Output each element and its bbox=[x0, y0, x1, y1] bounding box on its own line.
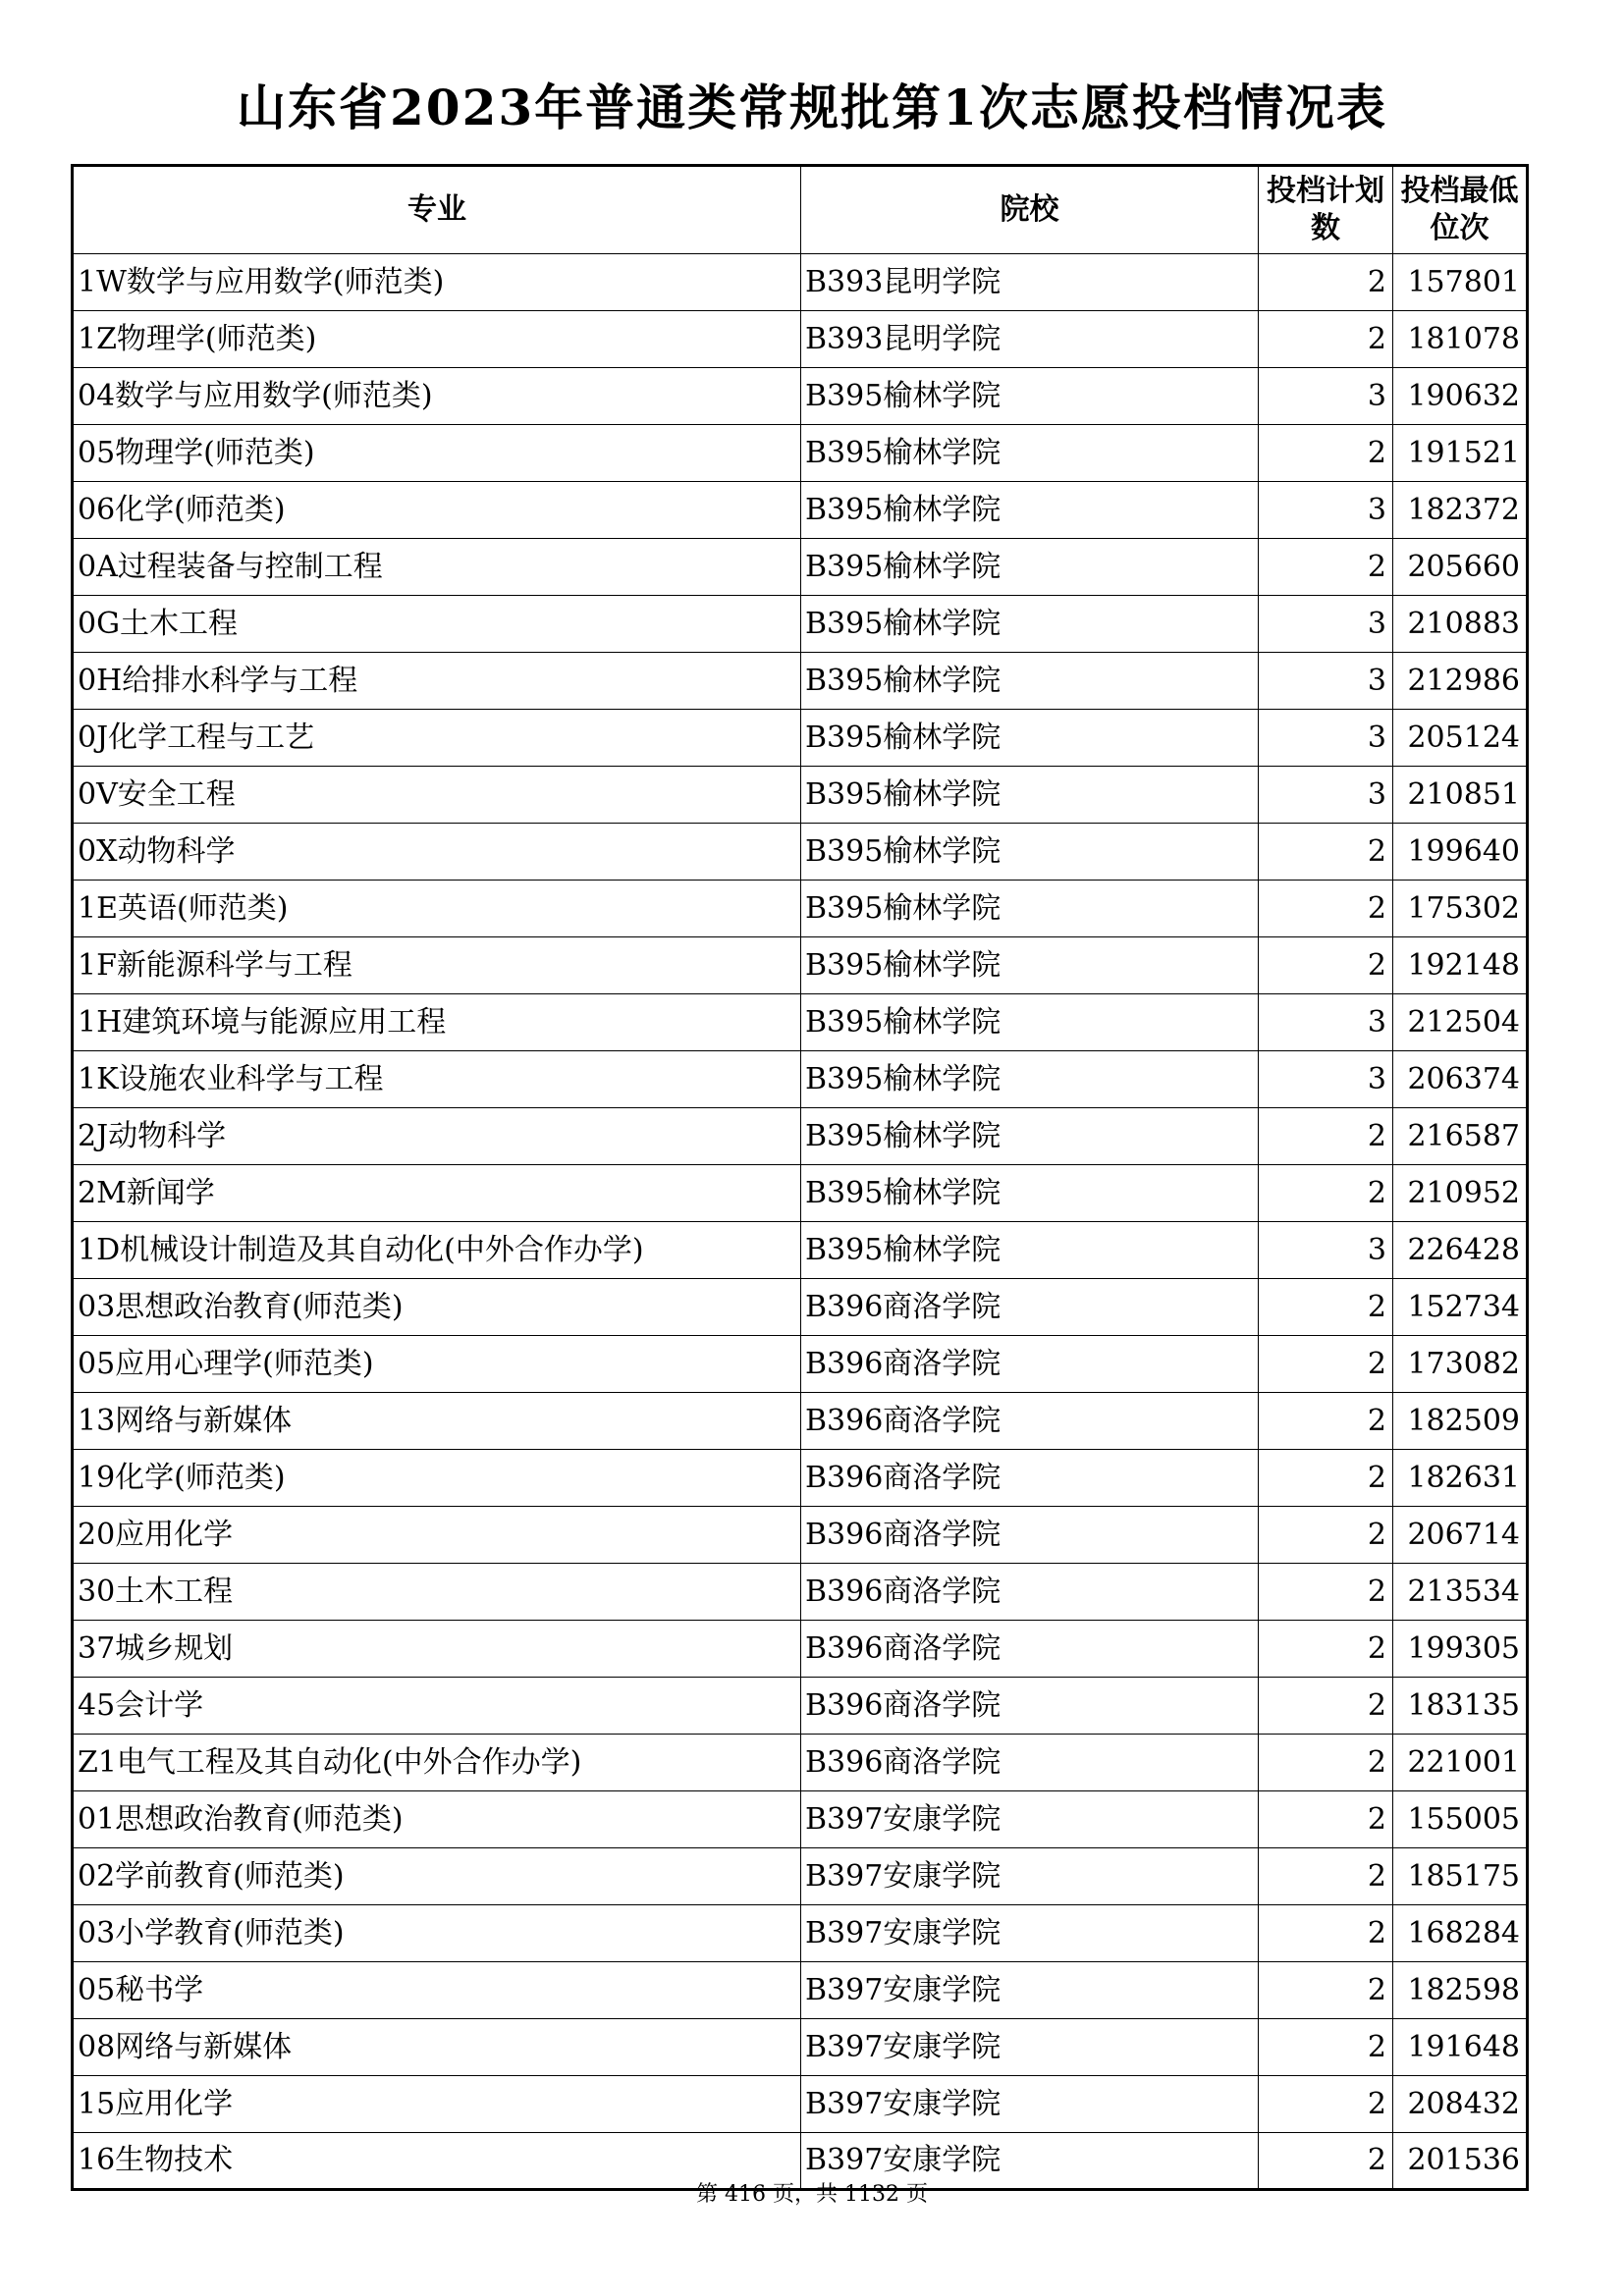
cell-plan: 2 bbox=[1259, 1450, 1393, 1507]
cell-school: B395榆林学院 bbox=[801, 653, 1259, 710]
cell-plan: 2 bbox=[1259, 539, 1393, 596]
cell-rank: 185175 bbox=[1393, 1848, 1528, 1905]
cell-school: B395榆林学院 bbox=[801, 937, 1259, 994]
admission-table bbox=[71, 164, 1529, 2191]
header-school: 院校 bbox=[801, 166, 1259, 254]
cell-major: 45会计学 bbox=[73, 1678, 801, 1735]
cell-school: B396商洛学院 bbox=[801, 1336, 1259, 1393]
cell-major: 03小学教育(师范类) bbox=[73, 1905, 801, 1962]
cell-major: 1E英语(师范类) bbox=[73, 881, 801, 937]
cell-rank: 192148 bbox=[1393, 937, 1528, 994]
cell-school: B396商洛学院 bbox=[801, 1621, 1259, 1678]
cell-school: B395榆林学院 bbox=[801, 1222, 1259, 1279]
cell-rank: 182509 bbox=[1393, 1393, 1528, 1450]
cell-plan: 3 bbox=[1259, 1222, 1393, 1279]
cell-major: 1Z物理学(师范类) bbox=[73, 311, 801, 368]
cell-major: 0V安全工程 bbox=[73, 767, 801, 824]
cell-major: 08网络与新媒体 bbox=[73, 2019, 801, 2076]
cell-plan: 2 bbox=[1259, 2019, 1393, 2076]
cell-plan: 3 bbox=[1259, 653, 1393, 710]
cell-rank: 191648 bbox=[1393, 2019, 1528, 2076]
cell-school: B396商洛学院 bbox=[801, 1678, 1259, 1735]
cell-major: 30土木工程 bbox=[73, 1564, 801, 1621]
table-row bbox=[73, 368, 1528, 425]
header-rank bbox=[1393, 166, 1528, 254]
cell-rank: 201536 bbox=[1393, 2133, 1528, 2190]
table-row bbox=[73, 1222, 1528, 1279]
table-row bbox=[73, 425, 1528, 482]
cell-school: B395榆林学院 bbox=[801, 1165, 1259, 1222]
cell-major: 01思想政治教育(师范类) bbox=[73, 1791, 801, 1848]
cell-major: 20应用化学 bbox=[73, 1507, 801, 1564]
cell-plan: 2 bbox=[1259, 2133, 1393, 2190]
cell-school: B395榆林学院 bbox=[801, 482, 1259, 539]
table-row bbox=[73, 1962, 1528, 2019]
cell-major: 05秘书学 bbox=[73, 1962, 801, 2019]
cell-major: 0A过程装备与控制工程 bbox=[73, 539, 801, 596]
cell-plan: 2 bbox=[1259, 881, 1393, 937]
cell-school: B397安康学院 bbox=[801, 1905, 1259, 1962]
cell-school: B396商洛学院 bbox=[801, 1507, 1259, 1564]
cell-rank: 226428 bbox=[1393, 1222, 1528, 1279]
table-body bbox=[73, 254, 1528, 2190]
cell-plan: 2 bbox=[1259, 311, 1393, 368]
cell-rank: 205660 bbox=[1393, 539, 1528, 596]
cell-rank: 168284 bbox=[1393, 1905, 1528, 1962]
cell-school: B395榆林学院 bbox=[801, 368, 1259, 425]
cell-rank: 199640 bbox=[1393, 824, 1528, 881]
cell-school: B393昆明学院 bbox=[801, 254, 1259, 311]
cell-rank: 210952 bbox=[1393, 1165, 1528, 1222]
cell-major: Z1电气工程及其自动化(中外合作办学) bbox=[73, 1735, 801, 1791]
cell-major: 16生物技术 bbox=[73, 2133, 801, 2190]
table-row bbox=[73, 1678, 1528, 1735]
cell-rank: 155005 bbox=[1393, 1791, 1528, 1848]
cell-major: 02学前教育(师范类) bbox=[73, 1848, 801, 1905]
header-major: 专业 bbox=[73, 166, 801, 254]
table-row bbox=[73, 596, 1528, 653]
table-row bbox=[73, 1791, 1528, 1848]
cell-school: B395榆林学院 bbox=[801, 596, 1259, 653]
cell-plan: 2 bbox=[1259, 1905, 1393, 1962]
cell-major: 1W数学与应用数学(师范类) bbox=[73, 254, 801, 311]
cell-plan: 2 bbox=[1259, 1791, 1393, 1848]
table-row bbox=[73, 767, 1528, 824]
table-row bbox=[73, 653, 1528, 710]
cell-plan: 2 bbox=[1259, 937, 1393, 994]
cell-school: B396商洛学院 bbox=[801, 1450, 1259, 1507]
cell-plan: 2 bbox=[1259, 1564, 1393, 1621]
table-row bbox=[73, 311, 1528, 368]
cell-major: 0J化学工程与工艺 bbox=[73, 710, 801, 767]
table-row bbox=[73, 539, 1528, 596]
cell-major: 1K设施农业科学与工程 bbox=[73, 1051, 801, 1108]
cell-major: 0X动物科学 bbox=[73, 824, 801, 881]
cell-school: B396商洛学院 bbox=[801, 1393, 1259, 1450]
table-row bbox=[73, 710, 1528, 767]
cell-major: 19化学(师范类) bbox=[73, 1450, 801, 1507]
header-plan bbox=[1259, 166, 1393, 254]
cell-plan: 3 bbox=[1259, 1051, 1393, 1108]
cell-plan: 2 bbox=[1259, 1678, 1393, 1735]
cell-major: 15应用化学 bbox=[73, 2076, 801, 2133]
cell-rank: 175302 bbox=[1393, 881, 1528, 937]
cell-school: B395榆林学院 bbox=[801, 994, 1259, 1051]
cell-rank: 152734 bbox=[1393, 1279, 1528, 1336]
cell-rank: 208432 bbox=[1393, 2076, 1528, 2133]
cell-plan: 2 bbox=[1259, 1165, 1393, 1222]
table-row bbox=[73, 1051, 1528, 1108]
table-row bbox=[73, 254, 1528, 311]
cell-major: 05物理学(师范类) bbox=[73, 425, 801, 482]
cell-plan: 2 bbox=[1259, 254, 1393, 311]
cell-rank: 206714 bbox=[1393, 1507, 1528, 1564]
cell-rank: 206374 bbox=[1393, 1051, 1528, 1108]
cell-major: 04数学与应用数学(师范类) bbox=[73, 368, 801, 425]
cell-rank: 157801 bbox=[1393, 254, 1528, 311]
cell-plan: 2 bbox=[1259, 1108, 1393, 1165]
cell-plan: 2 bbox=[1259, 2076, 1393, 2133]
cell-major: 13网络与新媒体 bbox=[73, 1393, 801, 1450]
cell-plan: 2 bbox=[1259, 1507, 1393, 1564]
page-title: 山东省2023年普通类常规批第1次志愿投档情况表 bbox=[237, 79, 1387, 136]
cell-plan: 2 bbox=[1259, 824, 1393, 881]
cell-school: B393昆明学院 bbox=[801, 311, 1259, 368]
cell-school: B395榆林学院 bbox=[801, 1108, 1259, 1165]
table-row bbox=[73, 1279, 1528, 1336]
cell-rank: 221001 bbox=[1393, 1735, 1528, 1791]
cell-school: B395榆林学院 bbox=[801, 710, 1259, 767]
cell-plan: 2 bbox=[1259, 1279, 1393, 1336]
cell-rank: 182598 bbox=[1393, 1962, 1528, 2019]
table-row bbox=[73, 881, 1528, 937]
table-row bbox=[73, 1450, 1528, 1507]
table-row bbox=[73, 1108, 1528, 1165]
cell-rank: 210851 bbox=[1393, 767, 1528, 824]
cell-plan: 2 bbox=[1259, 1621, 1393, 1678]
cell-school: B397安康学院 bbox=[801, 2133, 1259, 2190]
cell-major: 03思想政治教育(师范类) bbox=[73, 1279, 801, 1336]
cell-rank: 190632 bbox=[1393, 368, 1528, 425]
cell-plan: 3 bbox=[1259, 368, 1393, 425]
cell-rank: 183135 bbox=[1393, 1678, 1528, 1735]
cell-major: 0G土木工程 bbox=[73, 596, 801, 653]
cell-school: B397安康学院 bbox=[801, 2076, 1259, 2133]
table-row bbox=[73, 1621, 1528, 1678]
cell-rank: 173082 bbox=[1393, 1336, 1528, 1393]
cell-school: B397安康学院 bbox=[801, 1791, 1259, 1848]
header-rank-text: 投档最低位次 bbox=[1400, 174, 1519, 245]
cell-major: 2M新闻学 bbox=[73, 1165, 801, 1222]
table-row bbox=[73, 937, 1528, 994]
table-row bbox=[73, 2076, 1528, 2133]
cell-major: 37城乡规划 bbox=[73, 1621, 801, 1678]
cell-rank: 210883 bbox=[1393, 596, 1528, 653]
cell-rank: 181078 bbox=[1393, 311, 1528, 368]
table-row bbox=[73, 1564, 1528, 1621]
cell-school: B395榆林学院 bbox=[801, 824, 1259, 881]
cell-plan: 2 bbox=[1259, 1962, 1393, 2019]
cell-plan: 2 bbox=[1259, 1336, 1393, 1393]
cell-major: 2J动物科学 bbox=[73, 1108, 801, 1165]
table-row bbox=[73, 1165, 1528, 1222]
cell-plan: 2 bbox=[1259, 425, 1393, 482]
cell-major: 06化学(师范类) bbox=[73, 482, 801, 539]
cell-school: B395榆林学院 bbox=[801, 767, 1259, 824]
cell-plan: 2 bbox=[1259, 1735, 1393, 1791]
cell-major: 1F新能源科学与工程 bbox=[73, 937, 801, 994]
cell-plan: 2 bbox=[1259, 1848, 1393, 1905]
cell-plan: 3 bbox=[1259, 994, 1393, 1051]
cell-rank: 216587 bbox=[1393, 1108, 1528, 1165]
table-header-row bbox=[73, 166, 1528, 254]
cell-rank: 182372 bbox=[1393, 482, 1528, 539]
cell-school: B396商洛学院 bbox=[801, 1735, 1259, 1791]
cell-school: B397安康学院 bbox=[801, 2019, 1259, 2076]
table-row bbox=[73, 824, 1528, 881]
cell-major: 1H建筑环境与能源应用工程 bbox=[73, 994, 801, 1051]
cell-plan: 3 bbox=[1259, 767, 1393, 824]
cell-major: 0H给排水科学与工程 bbox=[73, 653, 801, 710]
cell-school: B396商洛学院 bbox=[801, 1279, 1259, 1336]
table-row bbox=[73, 1735, 1528, 1791]
cell-plan: 3 bbox=[1259, 482, 1393, 539]
cell-rank: 212504 bbox=[1393, 994, 1528, 1051]
cell-plan: 3 bbox=[1259, 710, 1393, 767]
table-row bbox=[73, 1905, 1528, 1962]
table-row bbox=[73, 994, 1528, 1051]
cell-plan: 2 bbox=[1259, 1393, 1393, 1450]
table-row bbox=[73, 1848, 1528, 1905]
header-plan-text: 投档计划数 bbox=[1267, 174, 1384, 245]
cell-school: B396商洛学院 bbox=[801, 1564, 1259, 1621]
table-row bbox=[73, 1336, 1528, 1393]
page-footer: 第 416 页，共 1132 页 bbox=[696, 2182, 928, 2207]
cell-school: B395榆林学院 bbox=[801, 1051, 1259, 1108]
cell-school: B395榆林学院 bbox=[801, 881, 1259, 937]
table-row bbox=[73, 2019, 1528, 2076]
cell-major: 1D机械设计制造及其自动化(中外合作办学) bbox=[73, 1222, 801, 1279]
cell-major: 05应用心理学(师范类) bbox=[73, 1336, 801, 1393]
table-row bbox=[73, 1393, 1528, 1450]
cell-school: B397安康学院 bbox=[801, 1848, 1259, 1905]
table-row bbox=[73, 482, 1528, 539]
cell-rank: 213534 bbox=[1393, 1564, 1528, 1621]
table-row bbox=[73, 1507, 1528, 1564]
cell-rank: 191521 bbox=[1393, 425, 1528, 482]
cell-school: B395榆林学院 bbox=[801, 539, 1259, 596]
cell-rank: 182631 bbox=[1393, 1450, 1528, 1507]
cell-plan: 3 bbox=[1259, 596, 1393, 653]
cell-rank: 205124 bbox=[1393, 710, 1528, 767]
cell-rank: 212986 bbox=[1393, 653, 1528, 710]
cell-school: B397安康学院 bbox=[801, 1962, 1259, 2019]
cell-rank: 199305 bbox=[1393, 1621, 1528, 1678]
cell-school: B395榆林学院 bbox=[801, 425, 1259, 482]
